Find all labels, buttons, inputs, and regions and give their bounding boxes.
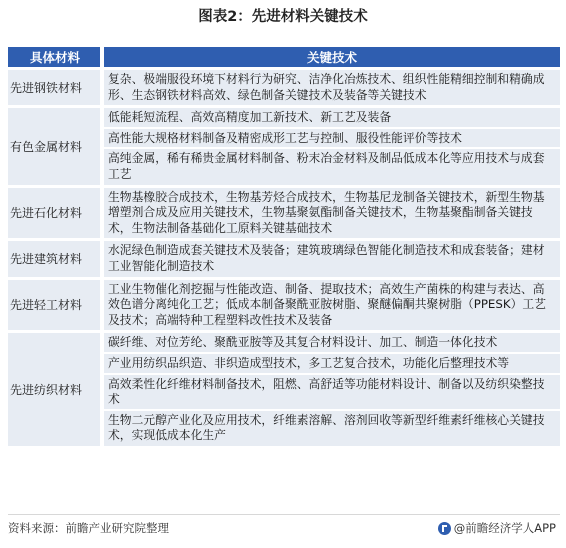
tech-item: 碳纤维、对位芳纶、聚酰亚胺等及其复合材料设计、加工、制造一体化技术 (108, 335, 498, 350)
chart-title: 图表2：先进材料关键技术 (198, 9, 368, 25)
material-cell: 先进建筑材料 (8, 241, 100, 276)
tech-item: 水泥绿色制造成套关键技术及装备；建筑玻璃绿色智能化制造技术和成套装备；建材工业智能化制造技术 (108, 243, 545, 273)
table-row (8, 280, 560, 331)
tech-item: 产业用纺织品织造、非织造成型技术，多工艺复合技术，功能化后整理技术等 (104, 352, 560, 373)
tech-item: 高纯金属，稀有稀贵金属材料制备、粉末冶金材料及制品低成本化等应用技术与成套工艺 (104, 147, 560, 183)
key-tech-table (8, 47, 560, 449)
tech-cell (104, 108, 560, 184)
table-header-row (8, 47, 560, 67)
table-row (8, 241, 560, 276)
tech-cell (104, 188, 560, 239)
table-row (8, 70, 560, 105)
table-row (8, 108, 560, 184)
tech-cell (104, 70, 560, 105)
tech-cell (104, 333, 560, 446)
brand-credit (438, 520, 556, 536)
material-cell: 先进石化材料 (8, 188, 100, 239)
tech-cell (104, 241, 560, 276)
tech-item: 工业生物催化剂挖掘与性能改造、制备、提取技术；高效生产菌株的构建与表达、高效色谱分离纯化工艺；低成本制备聚酰亚胺树脂、聚醚偏酮共聚树脂（PPESK）工艺及技术；高端特种工程塑料改性技术及装备 (108, 281, 547, 327)
material-cell: 先进纺织材料 (8, 333, 100, 446)
material-cell: 有色金属材料 (8, 108, 100, 184)
material-cell: 先进钢铁材料 (8, 70, 100, 105)
tech-item: 高性能大规格材料制备及精密成形工艺与控制、服役性能评价等技术 (104, 127, 560, 148)
table-row (8, 333, 560, 446)
tech-item: 低能耗短流程、高效高精度加工新技术、新工艺及装备 (108, 110, 392, 125)
table-row (8, 188, 560, 239)
material-cell: 先进轻工材料 (8, 280, 100, 331)
tech-item: 复杂、极端服役环境下材料行为研究、洁净化冶炼技术、组织性能精细控制和精确成形、生态钢铁材料高效、绿色制备关键技术及装备等关键技术 (108, 72, 545, 102)
brand-logo-icon (438, 522, 451, 535)
tech-item: 生物二元醇产业化及应用技术，纤维素溶解、溶剂回收等新型纤维素纤维核心关键技术，实现低成本化生产 (104, 409, 560, 445)
footer-divider (8, 514, 560, 515)
tech-item: 生物基橡胶合成技术，生物基芳烃合成技术，生物基尼龙制备关键技术，新型生物基增塑剂合成及应用关键技术，生物基聚氨酯制备关键技术，生物基聚酯制备关键技术，生物法制备基础化工原料关键基础技术 (108, 189, 545, 235)
header-material: 具体材料 (8, 47, 100, 67)
header-key-tech: 关键技术 (104, 47, 560, 67)
source-note: 资料来源：前瞻产业研究院整理 (8, 521, 169, 535)
brand-text: @前瞻经济学人APP (453, 521, 556, 535)
tech-cell (104, 280, 560, 331)
tech-item: 高效柔性化纤维材料制备技术，阻燃、高舒适等功能材料设计、制备以及纺织染整技术 (104, 373, 560, 409)
